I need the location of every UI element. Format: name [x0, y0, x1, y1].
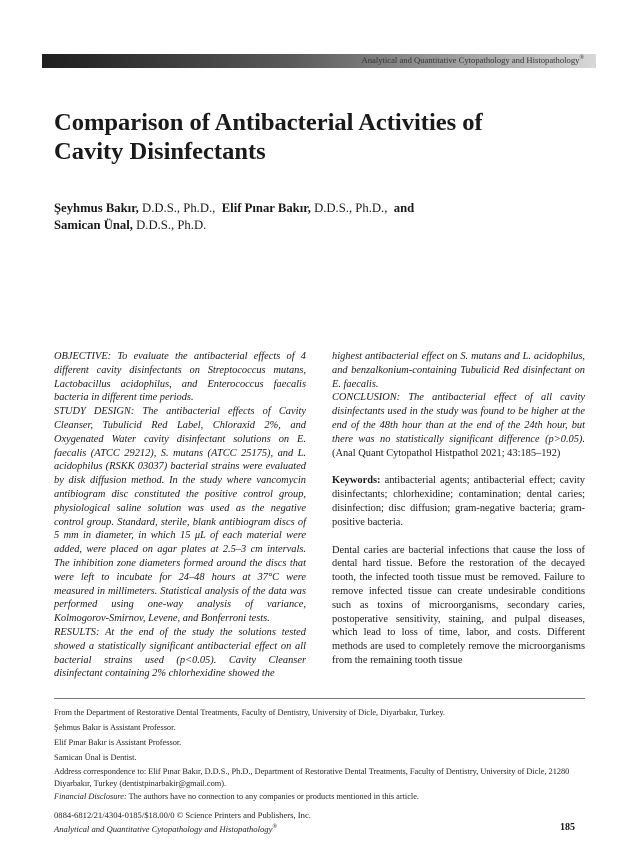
footnote-author-3: Samican Ünal is Dentist. — [54, 753, 137, 762]
abstract-objective: OBJECTIVE: To evaluate the antibacterial effects of 4 different cavity disinfectants on Streptococcus mutans, Lactobacillus acidophilus, and Enterococcus faecalis bacteria in different time periods. — [54, 351, 306, 404]
footnote-address: Address correspondence to: Elif Pınar Bakır, D.D.S., Ph.D., Department of Restorative Dental Treatments, Faculty of Dentistry, University of Dicle, 21280 Diyarbakır, Turkey (dentistpinarbakir@gmail.com). — [54, 767, 570, 788]
author-1-name: Şeyhmus Bakır, — [54, 201, 139, 215]
author-3-name: Samican Ünal, — [54, 218, 133, 232]
footnote-author-2: Elif Pınar Bakır is Assistant Professor. — [54, 738, 182, 747]
author-1-degree: D.D.S., Ph.D., — [138, 201, 216, 215]
author-2-degree: D.D.S., Ph.D., — [310, 201, 388, 215]
keywords-label: Keywords: — [332, 475, 381, 487]
keywords — [332, 474, 585, 529]
abstract-study-design: STUDY DESIGN: The antibacterial effects of Cavity Cleanser, Tubulicid Red Label, Chloraxid 2%, and Oxygenated Water cavity disinfectant solutions on E. faecalis (ATCC 29212), S. mutans (ATCC 25175), and L. acidophilus (RSKK 03037) bacterial strains were evaluated by disk diffusion method. In the study where vancomycin antibiogram disc constituted the positive control group, physiological saline solution was used as the negative control group. Standard, sterile, blank antibiogram discs of 5 mm in diameter, in which 15 μL of each material were added, were placed on agar plates at 2.5–3 cm intervals. The inhibition zone diameters formed around the discs that were left to incubate for 24–48 hours at 37°C were measured in millimeters. Statistical analysis of the data was performed using one-way analysis of variance, Kolmogorov-Smirnov, Levene, and Bonferroni tests. — [54, 406, 306, 625]
page-number: 185 — [560, 822, 575, 833]
abstract-left-column — [54, 350, 306, 681]
abstract-conclusion: CONCLUSION: The antibacterial effect of all cavity disinfectants used in the study was found to be higher at the end of the 48th hour than at the end of the 24th hour, but there was no statistically significant difference (p>0.05). — [332, 392, 585, 445]
footer-issn: 0884-6812/21/4304-0185/$18.00/0 © Science Printers and Publishers, Inc. — [54, 810, 311, 820]
author-3-degree: D.D.S., Ph.D. — [132, 218, 207, 232]
disclosure-label: Financial Disclosure: — [54, 792, 127, 801]
keywords-list: antibacterial agents; antibacterial effect; cavity disinfectants; chlorhexidine; contamination; dental caries; disinfection; disc diffusion; gram-negative bacteria; gram-positive bacteria. — [332, 475, 585, 528]
running-header — [0, 55, 584, 65]
footnote-author-1: Şehmus Bakır is Assistant Professor. — [54, 723, 176, 732]
running-header-journal: Analytical and Quantitative Cytopathology and Histopathology — [361, 55, 580, 65]
title-line-1: Comparison of Antibacterial Activities of — [54, 109, 483, 136]
footnote-rule — [54, 698, 585, 699]
author-2-name: Elif Pınar Bakır, — [221, 201, 311, 215]
abstract-results-cont: highest antibacterial effect on S. mutans and L. acidophilus, and benzalkonium-containing Tubulicid Red disinfectant on E. faecalis. — [332, 351, 585, 390]
footer-registered-mark: ® — [272, 824, 277, 830]
footnote-disclosure — [54, 791, 589, 803]
article-title — [54, 108, 574, 166]
abstract-results: RESULTS: At the end of the study the solutions tested showed a statistically significant antibacterial effect on all bacterial strains used (p<0.05). Cavity Cleanser disinfectant containing 2% chlorhexidine showed the — [54, 626, 306, 680]
footnote-affiliation: From the Department of Restorative Dental Treatments, Faculty of Dentistry, University of Dicle, Diyarbakır, Turkey. — [54, 708, 446, 717]
footer-journal-name: Analytical and Quantitative Cytopathology and Histopathology — [54, 823, 273, 834]
title-line-2: Cavity Disinfectants — [54, 138, 266, 165]
abstract-right-column — [332, 350, 585, 668]
author-list — [54, 200, 594, 234]
abstract-citation: (Anal Quant Cytopathol Histpathol 2021; 43:185–192) — [332, 447, 561, 459]
footer-journal — [54, 822, 589, 835]
body-paragraph: Dental caries are bacterial infections that cause the loss of dental hard tissue. Before the restoration of the decayed tooth, the infected tooth tissue must be removed. Failure to remove infected tissue can create undesirable conditions such as toxins of microorganisms, secondary caries, postoperative sensitivity, staining, and pulpal diseases, which lead to loss of time, labor, and costs. Different methods are used to completely remove the microorganisms from the remaining tooth tissue — [332, 544, 585, 666]
author-and: and — [393, 201, 415, 215]
registered-mark: ® — [579, 55, 584, 62]
disclosure-text: The authors have no connection to any companies or products mentioned in this article. — [126, 792, 419, 801]
